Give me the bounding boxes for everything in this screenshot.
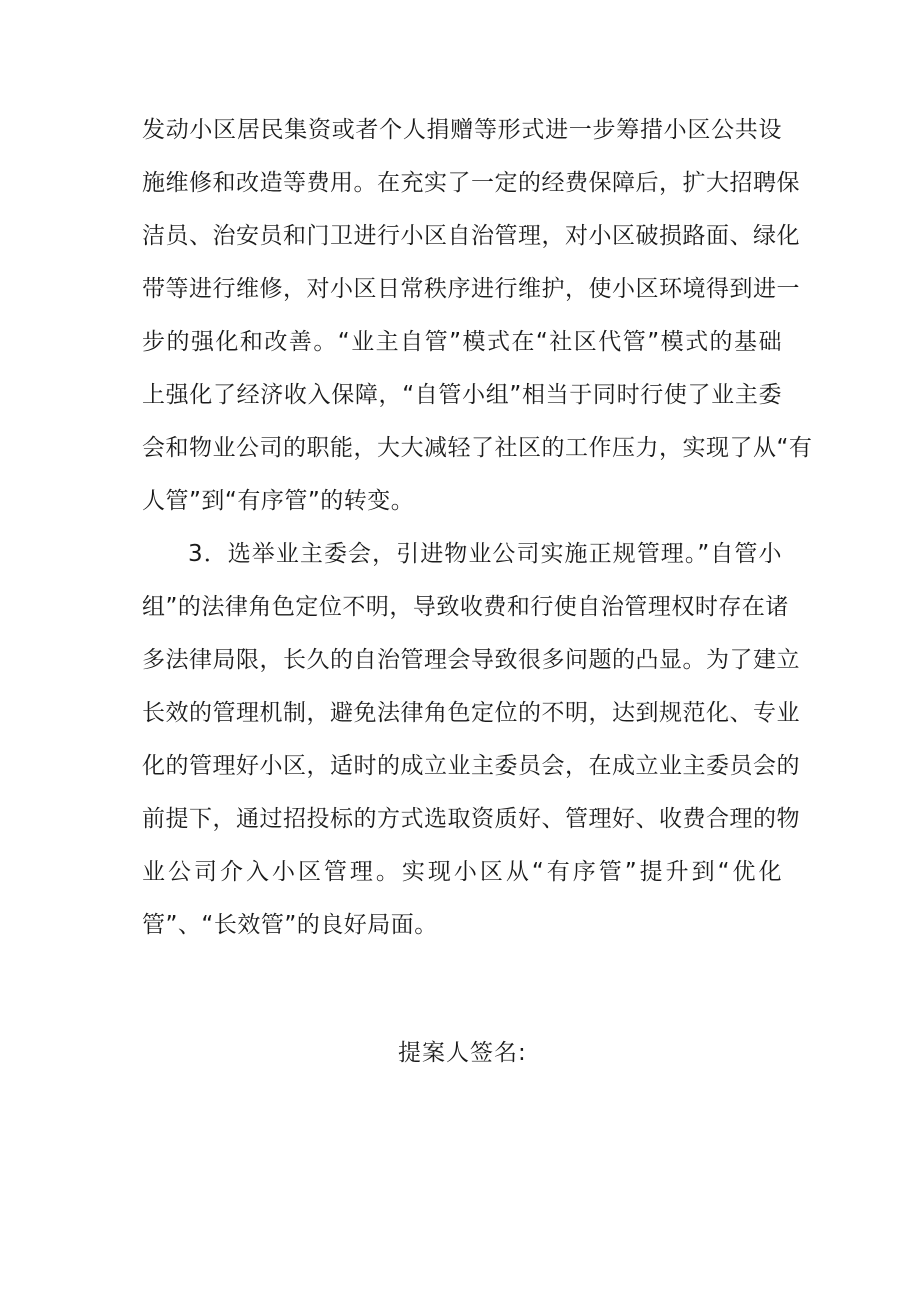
- paragraph-2-line-3: 洁员、治安员和门卫进行小区自治管理，对小区破损路面、绿化: [142, 223, 800, 249]
- paragraph-2-line-6: 上强化了经济收入保障，“自管小组”相当于同时行使了业主委: [142, 382, 782, 408]
- paragraph-3-line-6: 前提下，通过招投标的方式选取资质好、管理好、收费合理的物: [142, 806, 800, 832]
- paragraph-3-line-5: 化的管理好小区，适时的成立业主委员会，在成立业主委员会的: [142, 753, 800, 779]
- paragraph-2-line-7: 会和物业公司的职能，大大减轻了社区的工作压力，实现了从“有: [142, 435, 813, 461]
- paragraph-3-line-1: 3．选举业主委会，引进物业公司实施正规管理。”自管小: [188, 541, 782, 567]
- paragraph-3-line-2: 组”的法律角色定位不明，导致收费和行使自治管理权时存在诸: [142, 594, 789, 620]
- paragraph-2-line-5: 步的强化和改善。“业主自管”模式在“社区代管”模式的基础: [142, 329, 782, 355]
- paragraph-2-line-1: 发动小区居民集资或者个人捐赠等形式进一步筹措小区公共设: [142, 117, 782, 143]
- signature-label: 提案人签名:: [398, 1040, 527, 1066]
- paragraph-2-line-8: 人管”到“有序管”的转变。: [142, 488, 415, 514]
- paragraph-3-line-8: 管”、“长效管”的良好局面。: [142, 912, 438, 938]
- paragraph-3-line-3: 多法律局限，长久的自治管理会导致很多问题的凸显。为了建立: [142, 647, 800, 673]
- paragraph-3-line-4: 长效的管理机制，避免法律角色定位的不明，达到规范化、专业: [142, 700, 800, 726]
- paragraph-2-line-2: 施维修和改造等费用。在充实了一定的经费保障后，扩大招聘保: [142, 170, 800, 196]
- paragraph-2-line-4: 带等进行维修，对小区日常秩序进行维护，使小区环境得到进一: [142, 276, 800, 302]
- paragraph-3-line-7: 业公司介入小区管理。实现小区从“有序管”提升到“优化: [142, 859, 782, 885]
